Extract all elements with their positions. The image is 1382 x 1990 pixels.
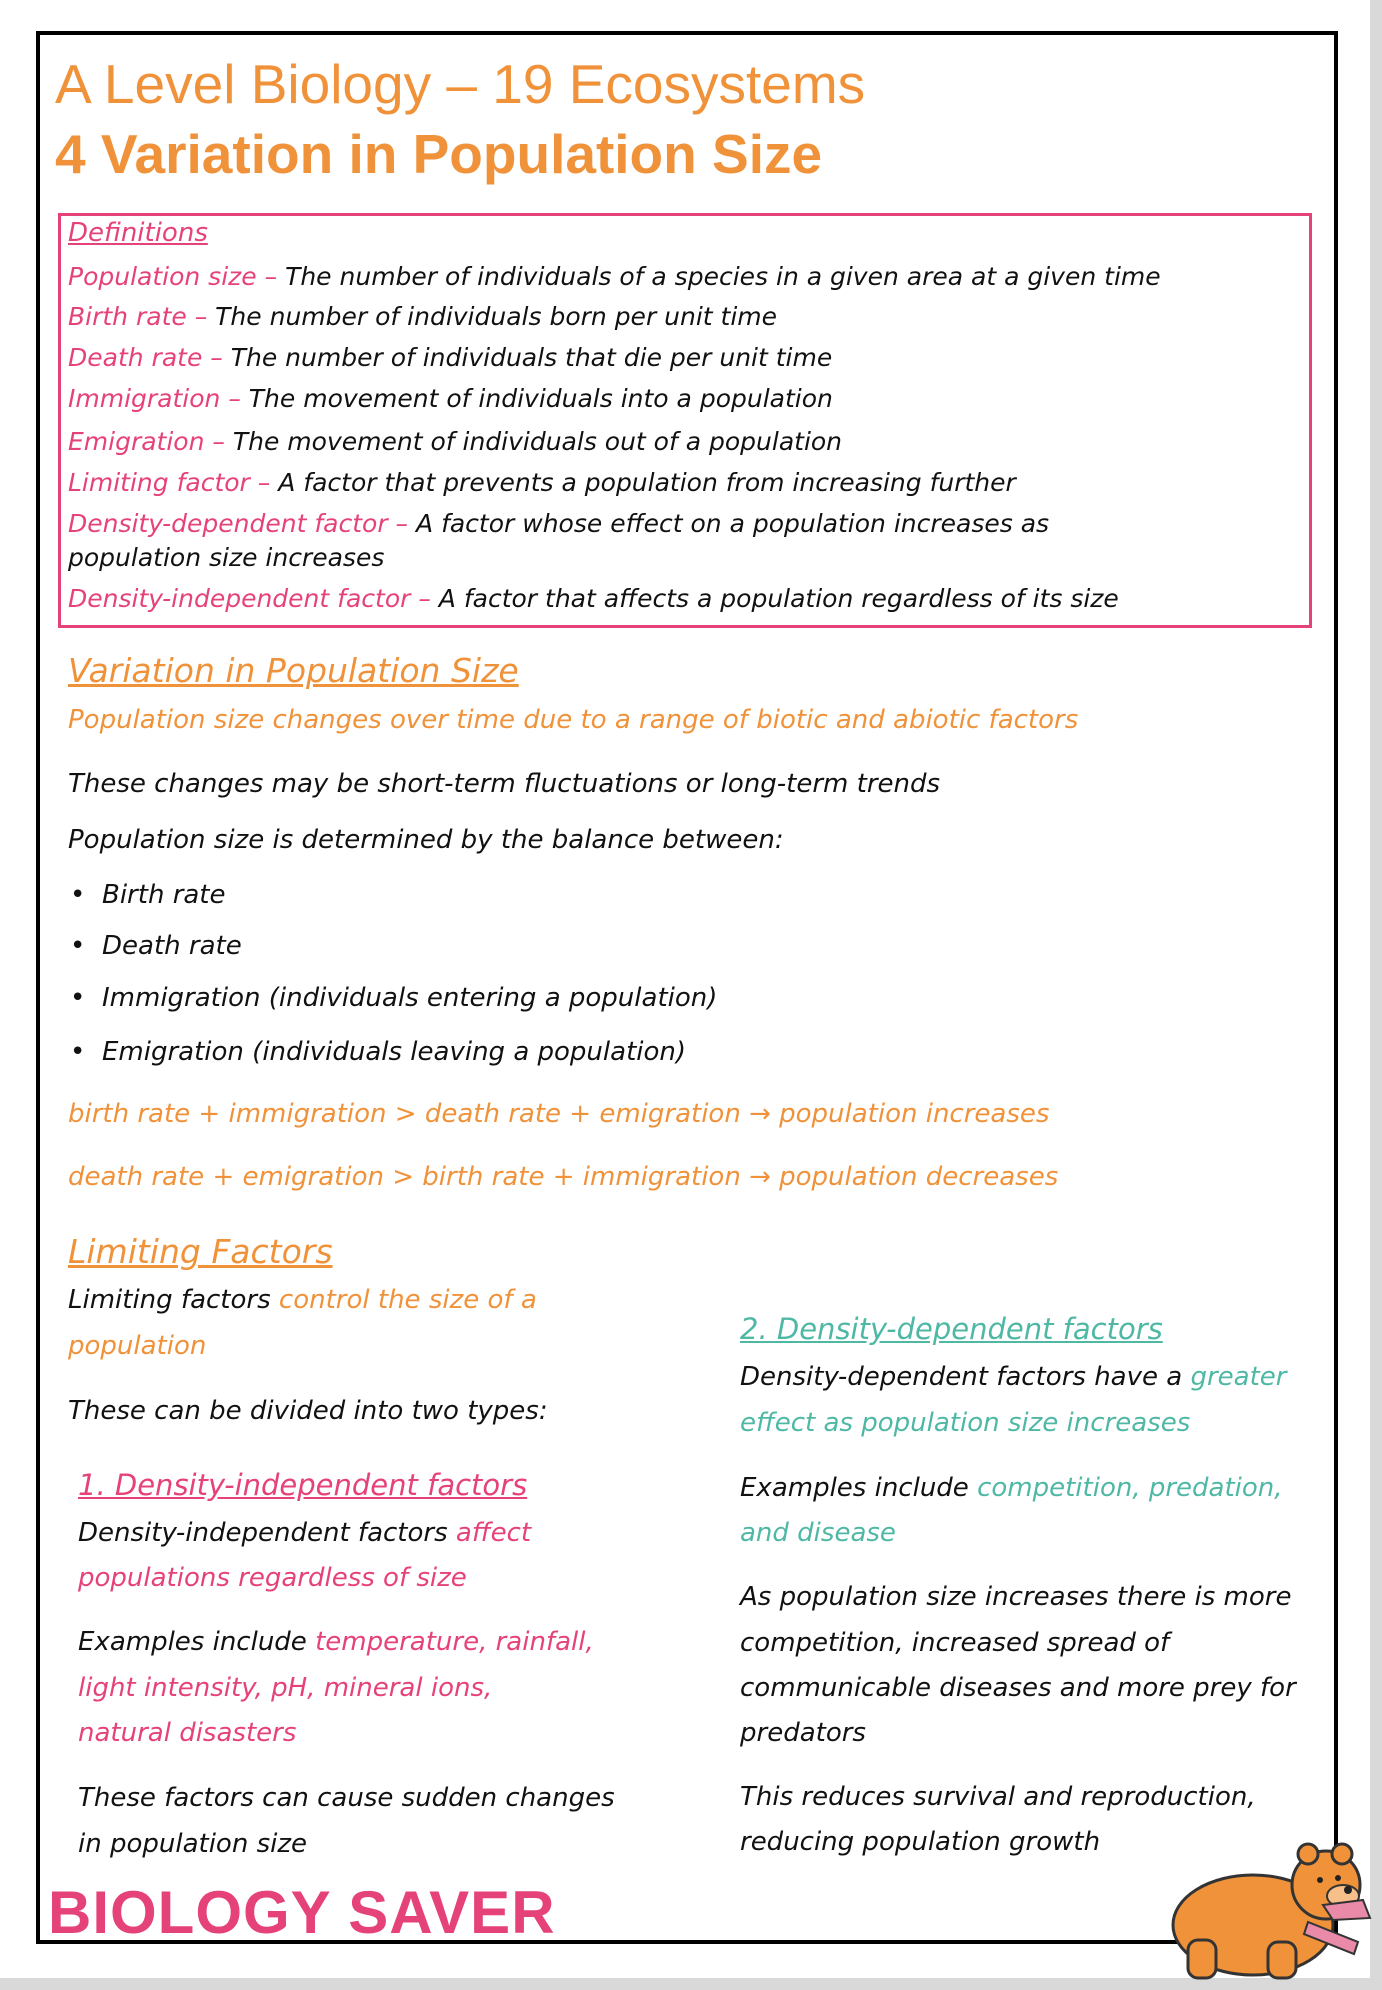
limiting-intro [68,1285,537,1315]
definition-item [68,584,1119,613]
definition-term: Immigration – [68,384,241,413]
bear-icon [1158,1830,1378,1980]
independent-definition-highlight: affect [455,1518,532,1548]
definition-text: The movement of individuals out of a population [232,427,843,456]
equation-decrease: death rate + emigration > birth rate + immigration → population decreases [68,1162,1059,1192]
definition-item [68,427,842,456]
subheading-density-dependent: 2. Density-dependent factors [740,1312,1163,1346]
dependent-paragraph: predators [740,1718,866,1748]
definition-text: The number of individuals of a species in a given area at a given time [285,262,1161,291]
definition-text-continued: population size increases [68,543,385,572]
definition-item [68,468,1016,497]
dependent-examples-continued: and disease [740,1518,896,1548]
independent-paragraph: These factors can cause sudden changes [78,1783,615,1813]
independent-examples-list: temperature, rainfall, [315,1627,594,1657]
variation-paragraph: These changes may be short-term fluctuations or long-term trends [68,769,941,799]
independent-examples-label: Examples include [78,1627,307,1657]
limiting-intro-continued: population [68,1331,207,1361]
definition-item [68,302,777,331]
variation-intro: Population size changes over time due to a range of biotic and abiotic factors [68,705,1079,735]
independent-examples-continued: natural disasters [78,1718,297,1748]
dependent-paragraph: This reduces survival and reproduction, [740,1782,1256,1812]
definition-text: A factor that affects a population regardless of its size [438,584,1119,613]
definition-term: Limiting factor – [68,468,271,497]
dependent-examples [740,1473,1283,1503]
definition-item [68,343,832,372]
section-heading-limiting: Limiting Factors [68,1232,333,1271]
definition-text: The number of individuals born per unit time [215,302,778,331]
dependent-definition-highlight: greater [1190,1362,1287,1392]
independent-definition-text: Density-independent factors [78,1518,448,1548]
definition-term: Density-dependent factor – [68,509,409,538]
dependent-paragraph: reducing population growth [740,1827,1101,1857]
page-subtitle: 4 Variation in Population Size [55,123,823,185]
definition-text: The number of individuals that die per unit time [230,343,833,372]
biology-saver-logo: BIOLOGY SAVER [48,1879,556,1946]
list-item: • Death rate [102,931,242,961]
independent-definition-continued: populations regardless of size [78,1563,467,1593]
limiting-intro-highlight: control the size of a [278,1285,537,1315]
dependent-paragraph: competition, increased spread of [740,1628,1170,1658]
definition-term: Population size – [68,262,278,291]
independent-examples-continued: light intensity, pH, mineral ions, [78,1673,493,1703]
independent-examples [78,1627,594,1657]
list-item: • Birth rate [102,880,226,910]
variation-paragraph: Population size is determined by the balance between: [68,825,784,855]
definition-text: A factor whose effect on a population increases as [416,509,1050,538]
subheading-density-independent: 1. Density-independent factors [78,1468,528,1502]
definition-item [68,384,833,413]
definition-term: Birth rate – [68,302,208,331]
definition-term: Death rate – [68,343,223,372]
dependent-definition-text: Density-dependent factors have a [740,1362,1183,1392]
definition-item [68,262,1161,291]
dependent-paragraph: As population size increases there is more [740,1582,1292,1612]
definition-term: Density-independent factor – [68,584,431,613]
equation-increase: birth rate + immigration > death rate + emigration → population increases [68,1099,1050,1129]
dependent-definition [740,1362,1286,1392]
definitions-heading: Definitions [68,218,208,248]
definition-item [68,509,1049,538]
independent-definition [78,1518,531,1548]
dependent-definition-continued: effect as population size increases [740,1408,1191,1438]
page-title: A Level Biology – 19 Ecosystems [55,53,866,115]
section-heading-variation: Variation in Population Size [68,651,519,690]
definition-text: A factor that prevents a population from increasing further [278,468,1016,497]
limiting-intro-text: Limiting factors [68,1285,271,1315]
definition-text: The movement of individuals into a population [248,384,833,413]
list-item: • Emigration (individuals leaving a population) [102,1037,686,1067]
limiting-types-text: These can be divided into two types: [68,1396,548,1426]
dependent-examples-label: Examples include [740,1473,969,1503]
dependent-paragraph: communicable diseases and more prey for [740,1673,1296,1703]
list-item: • Immigration (individuals entering a population) [102,983,717,1013]
definition-term: Emigration – [68,427,225,456]
dependent-examples-list: competition, predation, [977,1473,1283,1503]
independent-paragraph: in population size [78,1829,307,1859]
